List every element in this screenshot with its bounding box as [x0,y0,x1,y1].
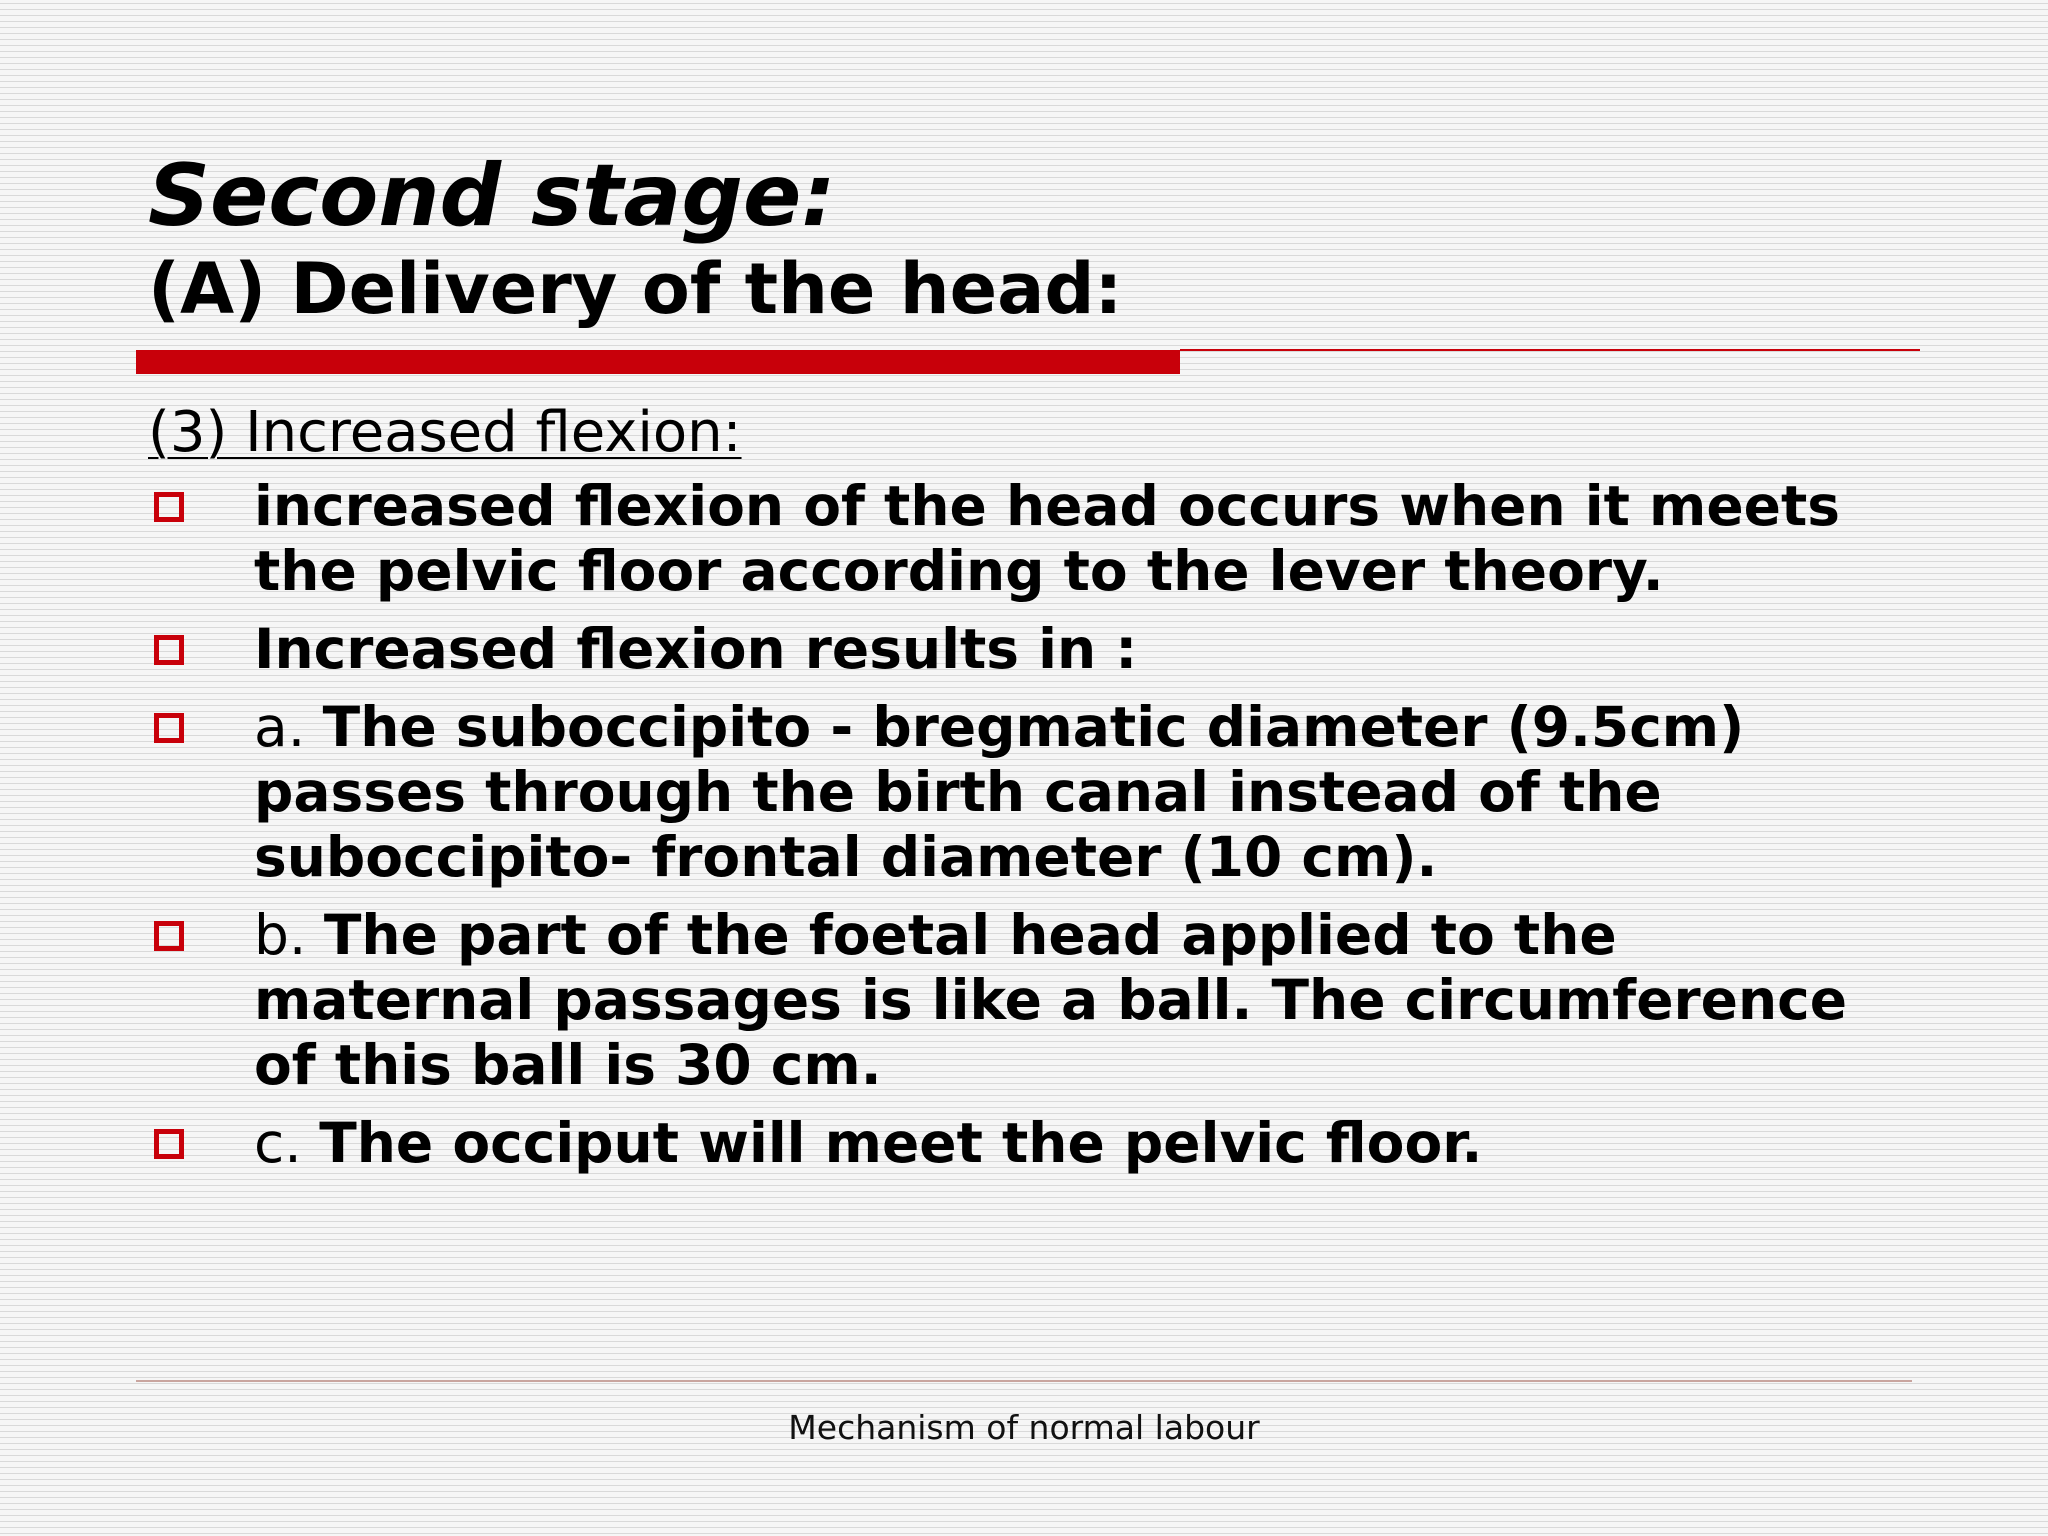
hollow-square-bullet-icon [154,492,184,522]
slide-title: Second stage: [148,146,836,246]
hollow-square-bullet-icon [154,1129,184,1159]
bullet-text: Increased flexion results in : [254,617,1138,681]
section-subheading: (3) Increased flexion: [148,400,742,465]
slide-content [148,398,1908,1189]
bullet-prefix: b. [254,903,324,967]
bullet-prefix: a. [254,695,323,759]
hollow-square-bullet-icon [154,635,184,665]
list-item [148,474,1908,604]
list-item [148,617,1908,682]
bullet-text: increased flexion of the head occurs when it meets the pelvic floor according to the lever theory. [254,474,1841,603]
slide-footer: Mechanism of normal labour [788,1408,1260,1447]
bullet-prefix: c. [254,1111,320,1175]
list-item [148,695,1908,890]
hollow-square-bullet-icon [154,713,184,743]
hollow-square-bullet-icon [154,921,184,951]
bullet-text: The suboccipito - bregmatic diameter (9.5cm) passes through the birth canal instead of the suboccipito- frontal diameter (10 cm). [254,695,1745,889]
footer-divider [136,1380,1912,1382]
list-item [148,903,1908,1098]
bullet-text: The part of the foetal head applied to the maternal passages is like a ball. The circumference of this ball is 30 cm. [254,903,1848,1097]
title-divider-thin [1180,349,1920,351]
list-item [148,1111,1908,1176]
title-divider-thick [136,350,1180,374]
title-block [148,148,1898,334]
bullet-list [148,474,1908,1176]
bullet-text: The occiput will meet the pelvic floor. [319,1111,1483,1175]
slide-subtitle: (A) Delivery of the head: [148,248,1123,330]
